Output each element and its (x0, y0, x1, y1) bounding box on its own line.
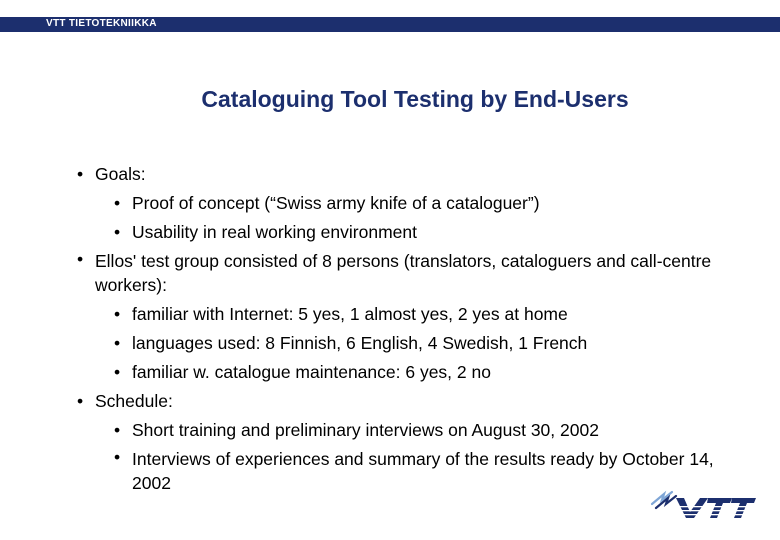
sub-bullet-catalogue-maintenance (77, 358, 757, 387)
organization-label: VTT TIETOTEKNIIKKA (46, 18, 157, 29)
bullet-marker: • (114, 420, 121, 440)
bullet-text: Goals: (95, 164, 146, 184)
bullet-text: Schedule: (95, 391, 173, 411)
bullet-list (77, 160, 757, 495)
bullet-text: Usability in real working environment (132, 222, 417, 242)
sub-bullet-languages (77, 329, 757, 358)
bullet-schedule (77, 387, 757, 416)
bullet-marker: • (114, 222, 121, 242)
bullet-text: languages used: 8 Finnish, 6 English, 4 Swedish, 1 French (132, 333, 588, 353)
header-bar (0, 17, 780, 32)
bullet-text: Ellos' test group consisted of 8 persons (translators, cataloguers and call-centre workers): (95, 251, 712, 295)
bullet-text: familiar w. catalogue maintenance: 6 yes, 2 no (132, 362, 491, 382)
slide-title: Cataloguing Tool Testing by End-Users (201, 86, 629, 112)
bullet-marker: • (77, 391, 84, 411)
sub-bullet-internet (77, 300, 757, 329)
bullet-text: Short training and preliminary interviews on August 30, 2002 (132, 420, 599, 440)
sub-bullet-proof-of-concept (77, 189, 757, 218)
bullet-test-group (77, 247, 757, 300)
bullet-marker: • (114, 304, 121, 324)
sub-bullet-usability (77, 218, 757, 247)
bullet-marker: • (114, 193, 121, 213)
sub-bullet-training (77, 416, 757, 445)
bullet-marker: • (114, 447, 121, 467)
bullet-text: Interviews of experiences and summary of the results ready by October 14, 2002 (132, 449, 714, 493)
bullet-marker: • (77, 164, 84, 184)
bullet-text: familiar with Internet: 5 yes, 1 almost yes, 2 yes at home (132, 304, 568, 324)
bullet-marker: • (114, 362, 121, 382)
bullet-text: Proof of concept (“Swiss army knife of a cataloguer”) (132, 193, 540, 213)
vtt-logo-icon (650, 482, 760, 522)
bullet-marker: • (114, 333, 121, 353)
bullet-goals (77, 160, 757, 189)
bullet-marker: • (77, 249, 84, 269)
